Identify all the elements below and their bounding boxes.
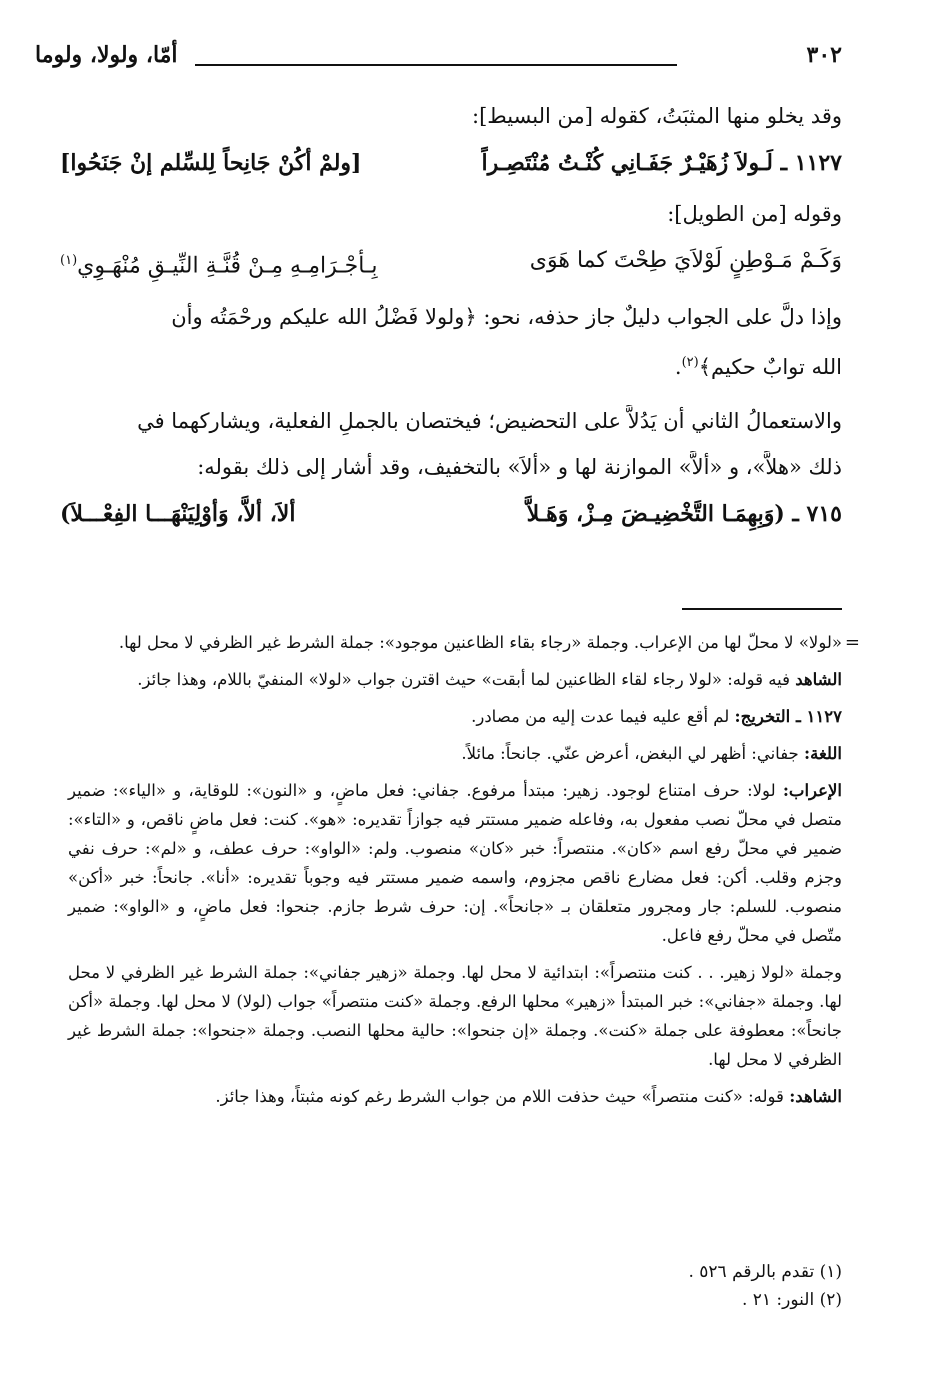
verse-1127-first-hemistich: ١١٢٧ ـ لَـولاَ زُهَيْـرٌ جَفَـانِي كُنْـتُ مُنْتَصِـراً (481, 150, 842, 176)
page-number: ٣٠٢ (806, 42, 842, 68)
note-jumal: وجملة «لولا زهير. . . كنت منتصراً»: ابتدائية لا محل لها. وجملة «زهير جفاني»: جملة الشرط غير الظرفي لا محل لها. وجملة «جفاني»: خبر المبتدأ «زهير» محلها الرفع. وجملة «كنت منتصراً» جواب (لولا) لا محل لها. وجملة «أكن جانحاً»: معطوفة على جملة «كنت». وجملة «إن جنحوا»: حالية محلها النصب. وجملة «جنحوا»: جملة الشرط غير الظرفي لا محل لها. (68, 963, 842, 1069)
paragraph-1-line-1: وإذا دلَّ على الجواب دليلٌ جاز حذفه، نحو: ﴿ولولا فَضْلُ الله عليكم ورحْمَتُه وأن (171, 305, 842, 330)
note-shahid (68, 1082, 842, 1111)
verse-tawil (60, 244, 842, 283)
note-lugha-label: اللغة: (804, 744, 842, 763)
verse-tawil-second-hemistich: بِـأجْـرَامِـهِ مِـنْ قُنَّـةِ النِّيـقِ مُنْهَـوِي (77, 253, 378, 279)
verse-715 (60, 497, 842, 531)
continuation-mark: = (844, 632, 860, 653)
note-shahid-label: الشاهد: (789, 1087, 842, 1106)
note-irab-text: لولا: حرف امتناع لوجود. زهير: مبتدأ مرفوع. جفاني: فعل ماضٍ، و «النون»: للوقاية، و «الياء»: ضمير متصل في محلّ نصب مفعول به، وفاعله ضمير مستتر فيه جوازاً تقديره: «هو». كنت: فعل ماضٍ ناقص، و «التاء»: ضمير في محلّ رفع اسم «كان». منتصراً: خبر «كان» منصوب. ولم: «الواو»: حرف عطف، و «لم»: حرف نفي وجزم وقلب. أكن: فعل مضارع ناقص مجزوم، واسمه ضمير مستتر فيه وجوباً تقديره: «أنا». جانحاً: خبر «أكن» منصوب. للسلم: جار ومجرور متعلقان بـ «جانحاً». إن: حرف شرط جازم. جنحوا: فعل ماضٍ، و «الواو»: ضمير متّصل في محلّ رفع فاعل. (68, 781, 842, 945)
header-rule (195, 64, 677, 66)
footnote-1: (١) تقدم بالرقم ٥٢٦ . (688, 1262, 842, 1282)
footnote-2: (٢) النور: ٢١ . (741, 1290, 842, 1310)
paragraph-1-line-2-wrap: الله توابٌ حكيم﴾$^{(٢)}$. (674, 355, 842, 380)
paragraph-2-line-1: والاستعمالُ الثاني أن يَدُلاَّ على التحضيض؛ فيختصان بالجملِ الفعلية، ويشاركهما في (137, 409, 842, 434)
page-header (35, 40, 842, 76)
intro-line-2: وقوله [من الطويل]: (667, 202, 842, 226)
verse-tawil-first-hemistich: وَكَـمْ مَـوْطِنٍ لَوْلاَيَ طِحْتَ كما هَوَى (529, 248, 842, 273)
note-takhrij-label: ١١٢٧ ـ التخريج: (734, 707, 842, 726)
footnote-references (688, 1258, 842, 1314)
note-continued: «لولا» لا محلّ لها من الإعراب. وجملة «رجاء بقاء الظاعنين موجود»: جملة الشرط غير الظرفي لا محل لها. (118, 633, 842, 652)
footnote-separator (682, 608, 842, 610)
note-takhrij-text: لم أقع عليه فيما عدت إليه من مصادر. (471, 707, 735, 726)
note-shahid-prev (68, 665, 842, 694)
note-irab-label: الإعراب: (782, 781, 842, 800)
note-irab (68, 776, 842, 950)
verse-715-second-hemistich: ألاَ، ألاَّ، وَأوْلِيَنْهَـــا الفِعْـــلاَ) (60, 501, 296, 528)
paragraph-1-line-2: الله توابٌ حكيم﴾ (698, 355, 842, 380)
verse-1127-second-hemistich: [ولمْ أكُنْ جَانِحاً لِلسِّلم إنْ جَنَحُوا] (60, 150, 362, 176)
note-shahid-prev-text: فيه قوله: «لولا رجاء لقاء الظاعنين لما أبقت» حيث اقترن جواب «لولا» المنفيّ باللام، وهذا جائز. (137, 670, 796, 689)
note-lugha-text: جفاني: أظهر لي البغض، أعرض عنّي. جانحاً: مائلاً. (461, 744, 805, 763)
note-shahid-text: قوله: «كنت منتصراً» حيث حذفت اللام من جواب الشرط رغم كونه مثبتاً، وهذا جائز. (215, 1087, 790, 1106)
note-takhrij (68, 702, 842, 731)
verse-715-first-hemistich: ٧١٥ ـ (وَبِهِمَـا التَّخْضِيـضَ مِـزْ، وَهَـلاَّ (526, 501, 842, 528)
main-text (60, 100, 842, 549)
commentary-notes (68, 628, 860, 1119)
intro-line-1: وقد يخلو منها المثبَتُ، كقوله [من البسيط]: (472, 104, 842, 128)
note-shahid-prev-label: الشاهد (795, 670, 842, 689)
paragraph-2-line-2: ذلك «هلاَّ»، و «ألاَّ» الموازنة لها و «ألاَ» بالتخفيف، وقد أشار إلى ذلك بقوله: (197, 455, 842, 480)
footnote-ref-1: (١) (60, 253, 78, 268)
footnote-ref-2: (٢) (681, 355, 699, 371)
verse-tawil-second-hemistich-wrap (60, 244, 378, 283)
note-lugha (68, 739, 842, 768)
running-title: أمّا، ولولا، ولوما (35, 42, 178, 68)
verse-1127 (60, 146, 842, 180)
